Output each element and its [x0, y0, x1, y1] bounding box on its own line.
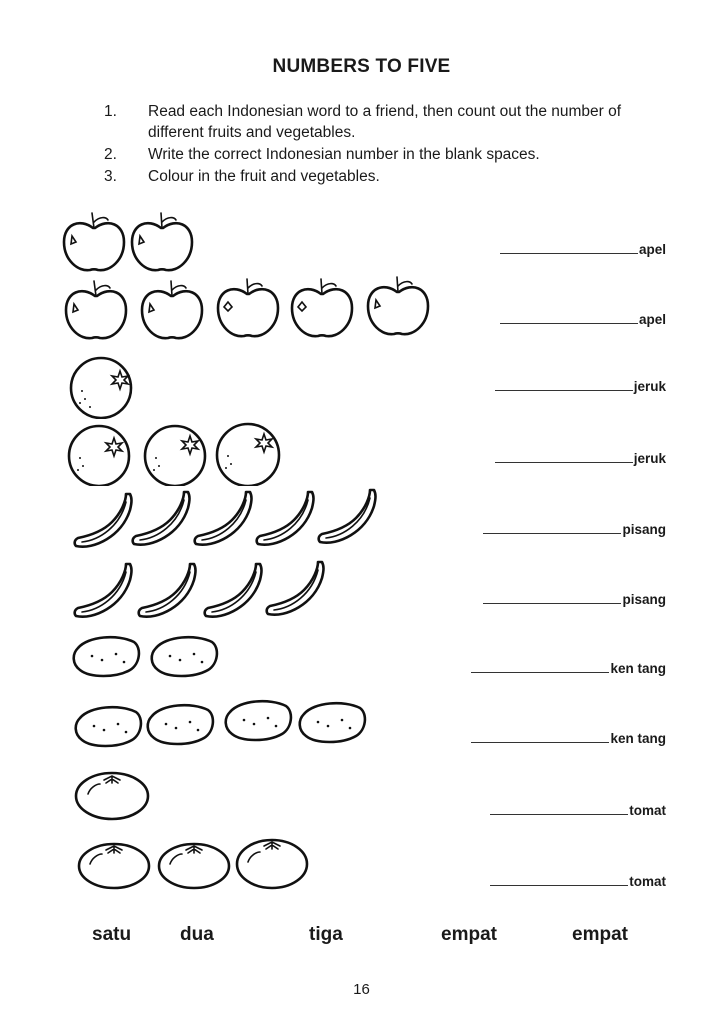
answer-label: pisang [622, 522, 666, 537]
fruit-illustrations [0, 272, 450, 344]
answer-label: tomat [629, 803, 666, 818]
instruction-number: 1. [104, 103, 117, 120]
banana-icon [133, 492, 190, 545]
apple-icon [66, 281, 126, 338]
apple-icon [64, 213, 124, 270]
answer-label: ken tang [610, 661, 666, 676]
apple-icon [292, 279, 352, 336]
fruit-illustrations [0, 558, 450, 624]
answer-line[interactable] [490, 802, 628, 815]
orange-icon [69, 426, 129, 486]
word-bank-item: dua [180, 924, 214, 945]
instruction-text: Read each Indonesian word to a friend, then count out the number of different fruits and vegetables. [148, 103, 622, 141]
banana-icon [257, 492, 314, 545]
exercise-row-apel-5 [0, 272, 723, 344]
tomato-icon [237, 840, 307, 888]
orange-icon [145, 426, 205, 486]
answer-line[interactable] [495, 378, 633, 391]
answer-blank[interactable] [483, 521, 666, 537]
potato-icon [226, 701, 291, 740]
answer-line[interactable] [483, 591, 621, 604]
exercise-row-tomat-1 [0, 766, 723, 822]
orange-icon [217, 424, 279, 486]
fruit-illustrations [0, 630, 450, 686]
answer-blank[interactable] [495, 378, 666, 394]
potato-icon [74, 637, 139, 676]
instruction-number: 2. [104, 146, 117, 163]
answer-line[interactable] [500, 241, 638, 254]
exercise-row-jeruk-1 [0, 355, 723, 419]
word-bank-item: empat [441, 924, 497, 945]
orange-icon [71, 358, 131, 418]
answer-label: apel [638, 312, 666, 327]
banana-icon [267, 562, 324, 615]
tomato-icon [79, 844, 149, 888]
banana-icon [319, 490, 376, 543]
exercise-row-pisang-4 [0, 558, 723, 624]
page-number: 16 [353, 981, 370, 998]
potato-icon [76, 707, 141, 746]
instruction-text: Colour in the fruit and vegetables. [148, 168, 380, 185]
answer-blank[interactable] [483, 591, 666, 607]
answer-blank[interactable] [490, 802, 666, 818]
word-bank-item: empat [572, 924, 628, 945]
answer-label: pisang [622, 592, 666, 607]
answer-line[interactable] [471, 660, 609, 673]
apple-icon [142, 281, 202, 338]
potato-icon [148, 705, 213, 744]
fruit-illustrations [0, 208, 450, 278]
exercise-row-jeruk-3 [0, 422, 723, 486]
exercise-row-kentang-2 [0, 630, 723, 686]
tomato-icon [159, 844, 229, 888]
page-title: NUMBERS TO FIVE [272, 56, 451, 77]
answer-line[interactable] [495, 450, 633, 463]
answer-blank[interactable] [471, 660, 666, 676]
fruit-illustrations [0, 698, 450, 754]
answer-blank[interactable] [471, 730, 666, 746]
answer-blank[interactable] [490, 873, 666, 889]
word-bank-item: tiga [309, 924, 343, 945]
banana-icon [205, 564, 262, 617]
exercise-row-apel-2 [0, 208, 723, 278]
answer-line[interactable] [483, 521, 621, 534]
fruit-illustrations [0, 355, 450, 419]
answer-line[interactable] [471, 730, 609, 743]
instruction-text: Write the correct Indonesian number in the blank spaces. [148, 146, 540, 163]
fruit-illustrations [0, 836, 450, 892]
answer-label: jeruk [633, 451, 666, 466]
banana-icon [75, 494, 132, 547]
fruit-illustrations [0, 488, 450, 554]
answer-blank[interactable] [500, 241, 666, 257]
fruit-illustrations [0, 766, 450, 822]
banana-icon [139, 564, 196, 617]
answer-label: jeruk [633, 379, 666, 394]
apple-icon [132, 213, 192, 270]
answer-label: apel [638, 242, 666, 257]
potato-icon [152, 637, 217, 676]
word-bank-item: satu [92, 924, 132, 945]
answer-line[interactable] [490, 873, 628, 886]
fruit-illustrations [0, 422, 450, 486]
banana-icon [75, 564, 132, 617]
answer-label: ken tang [610, 731, 666, 746]
banana-icon [195, 492, 252, 545]
answer-blank[interactable] [495, 450, 666, 466]
instruction-number: 3. [104, 168, 117, 185]
exercise-row-pisang-5 [0, 488, 723, 554]
tomato-icon [76, 773, 148, 819]
answer-label: tomat [629, 874, 666, 889]
apple-icon [218, 279, 278, 336]
exercise-row-kentang-4 [0, 698, 723, 754]
answer-line[interactable] [500, 311, 638, 324]
apple-icon [368, 277, 428, 334]
answer-blank[interactable] [500, 311, 666, 327]
exercise-row-tomat-3 [0, 836, 723, 892]
potato-icon [300, 703, 365, 742]
